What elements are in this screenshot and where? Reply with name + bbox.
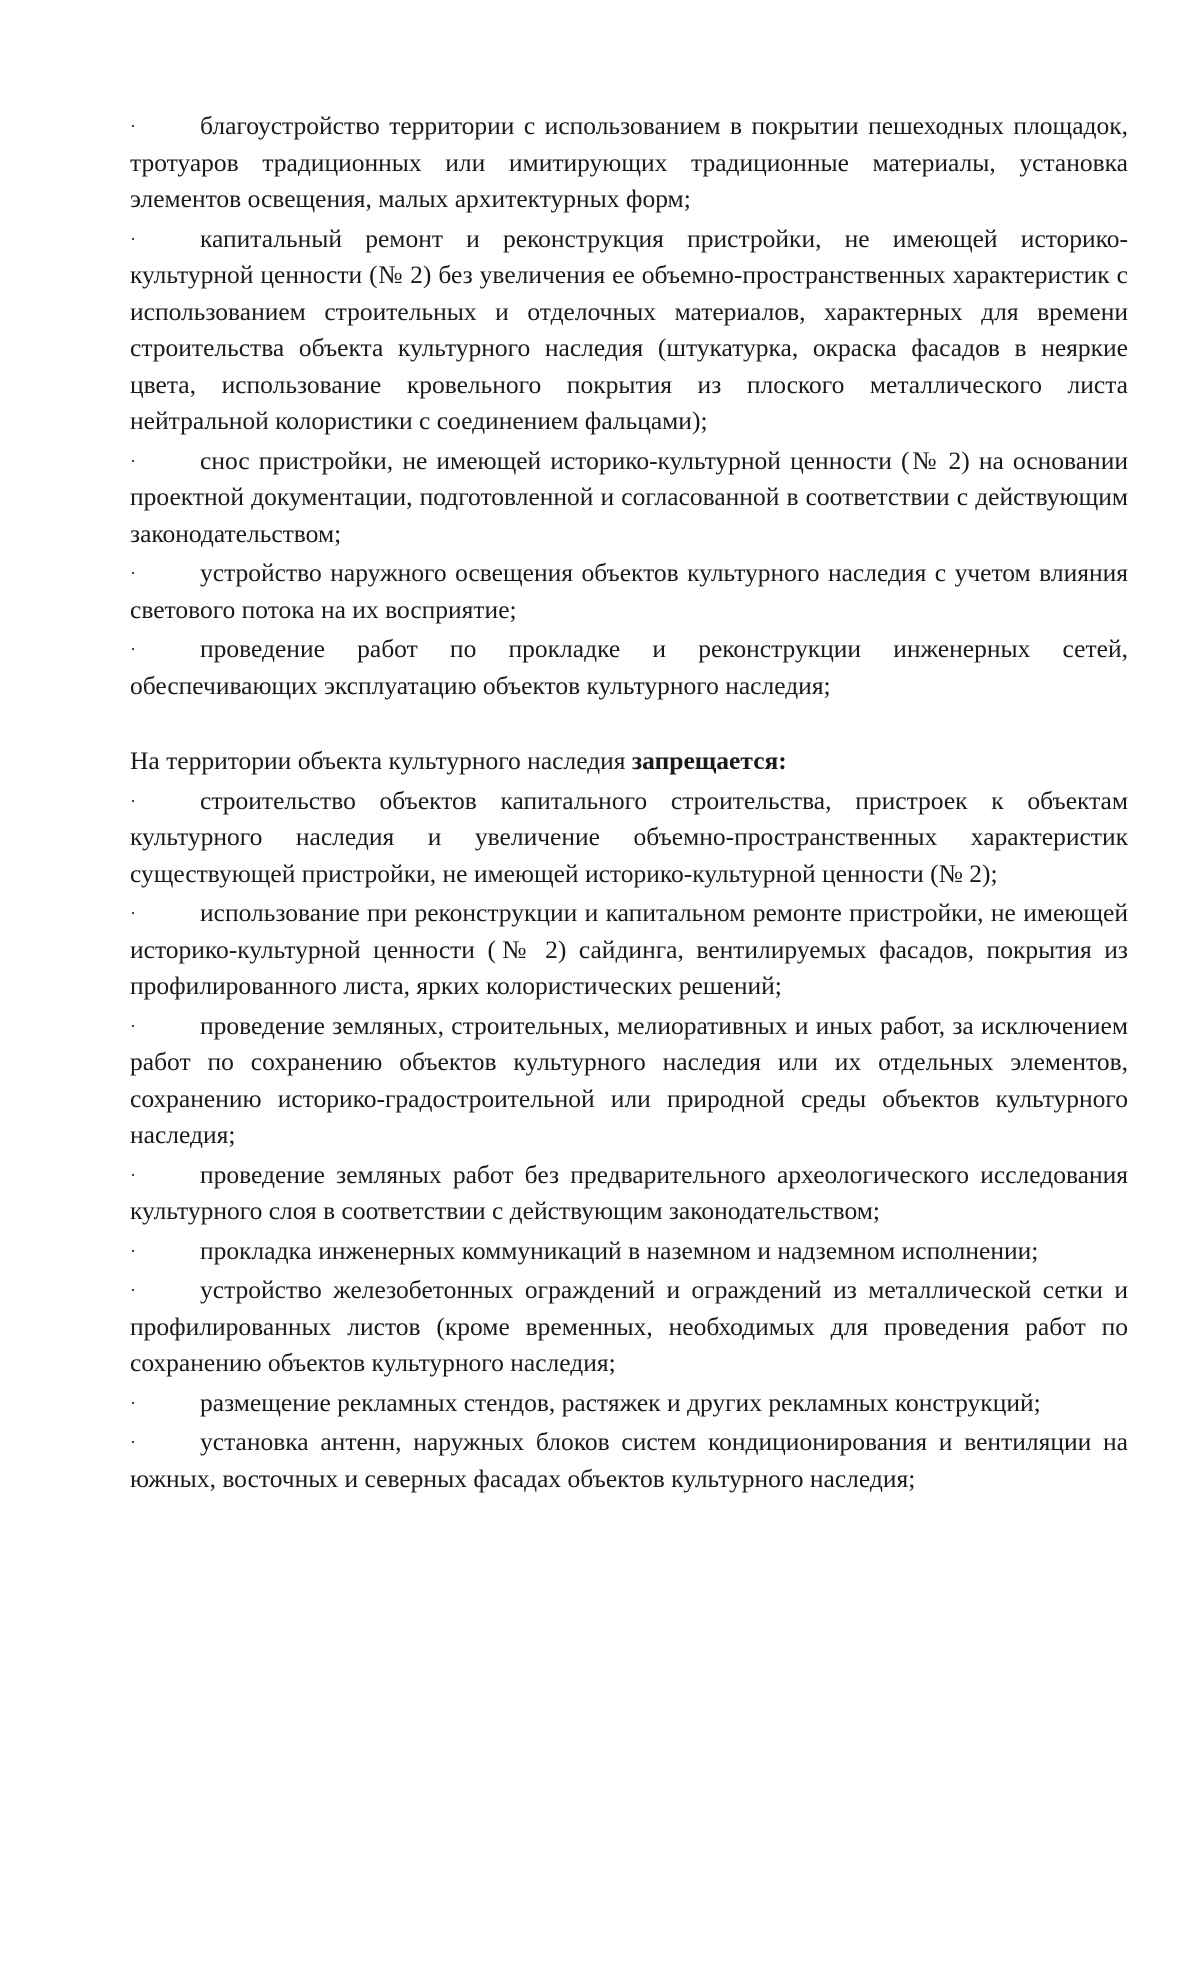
bullet-icon: · xyxy=(130,563,136,583)
document-page xyxy=(130,108,1128,1500)
list-item xyxy=(130,1424,1128,1497)
list-item-text: капитальный ремонт и реконструкция пристройки, не имеющей историко-культурной ценности (№ 2) без увеличения ее объемно-пространственных характеристик с использованием строительных и отделочных материалов, характерных для времени строительства объекта культурного наследия (штукатурка, окраска фасадов в неяркие цвета, использование кровельного покрытия из плоского металлического листа нейтральной колористики с соединением фальцами); xyxy=(130,223,1128,435)
bullet-icon: · xyxy=(130,116,136,136)
list-item-text: проведение земляных работ без предварительного археологического исследования культурного слоя в соответствии с действующим законодательством; xyxy=(130,1159,1128,1225)
bullet-icon: · xyxy=(130,1280,136,1300)
list-item xyxy=(130,1385,1128,1422)
list-item-text: снос пристройки, не имеющей историко-культурной ценности (№ 2) на основании проектной документации, подготовленной и согласованной в соответствии с действующим законодательством; xyxy=(130,445,1128,548)
list-item xyxy=(130,1272,1128,1382)
bullet-icon: · xyxy=(130,1392,136,1413)
list-item xyxy=(130,895,1128,1005)
bullet-icon: · xyxy=(130,903,136,923)
list-item xyxy=(130,221,1128,440)
bullet-icon: · xyxy=(130,450,136,471)
bullet-icon: · xyxy=(130,1164,136,1185)
section-heading xyxy=(130,743,1128,780)
bullet-icon: · xyxy=(130,1240,136,1261)
list-item xyxy=(130,108,1128,218)
list-item xyxy=(130,555,1128,628)
list-item xyxy=(130,443,1128,553)
list-item xyxy=(130,1157,1128,1230)
list-item-text: проведение земляных, строительных, мелиоративных и иных работ, за исключением работ по сохранению объектов культурного наследия или их отдельных элементов, сохранению историко-градостроительной или природной среды объектов культурного наследия; xyxy=(130,1010,1128,1149)
list-item-text: использование при реконструкции и капитальном ремонте пристройки, не имеющей историко-культурной ценности (№ 2) сайдинга, вентилируемых фасадов, покрытия из профилированного листа, ярких колористических решений; xyxy=(130,898,1128,1000)
list-item xyxy=(130,783,1128,893)
list-item-text: устройство наружного освещения объектов культурного наследия с учетом влияния светового потока на их восприятие; xyxy=(130,558,1128,624)
bullet-icon: · xyxy=(130,1432,136,1452)
heading-text: На территории объекта культурного наследия xyxy=(130,746,632,775)
bullet-icon: · xyxy=(130,790,136,811)
list-item-text: установка антенн, наружных блоков систем кондиционирования и вентиляции на южных, восточных и северных фасадах объектов культурного наследия; xyxy=(130,1427,1128,1493)
list-item-text: проведение работ по прокладке и реконструкции инженерных сетей, обеспечивающих эксплуатацию объектов культурного наследия; xyxy=(130,634,1128,700)
list-item xyxy=(130,1008,1128,1154)
list-item xyxy=(130,1233,1128,1270)
heading-emphasis: запрещается: xyxy=(631,746,787,775)
list-item-text: устройство железобетонных ограждений и ограждений из металлической сетки и профилированных листов (кроме временных, необходимых для проведения работ по сохранению объектов культурного наследия; xyxy=(130,1275,1128,1377)
list-item-text: строительство объектов капитального строительства, пристроек к объектам культурного наследия и увеличение объемно-пространственных характеристик существующей пристройки, не имеющей историко-культурной ценности (№ 2); xyxy=(130,785,1128,888)
list-item-text: размещение рекламных стендов, растяжек и других рекламных конструкций; xyxy=(200,1387,1041,1417)
bullet-icon: · xyxy=(130,639,136,659)
bullet-icon: · xyxy=(130,1015,136,1036)
bullet-icon: · xyxy=(130,228,136,249)
list-item-text: благоустройство территории с использованием в покрытии пешеходных площадок, тротуаров традиционных или имитирующих традиционные материалы, установка элементов освещения, малых архитектурных форм; xyxy=(130,111,1128,213)
section-spacer xyxy=(130,707,1128,743)
list-item xyxy=(130,631,1128,704)
list-item-text: прокладка инженерных коммуникаций в наземном и надземном исполнении; xyxy=(200,1235,1039,1265)
